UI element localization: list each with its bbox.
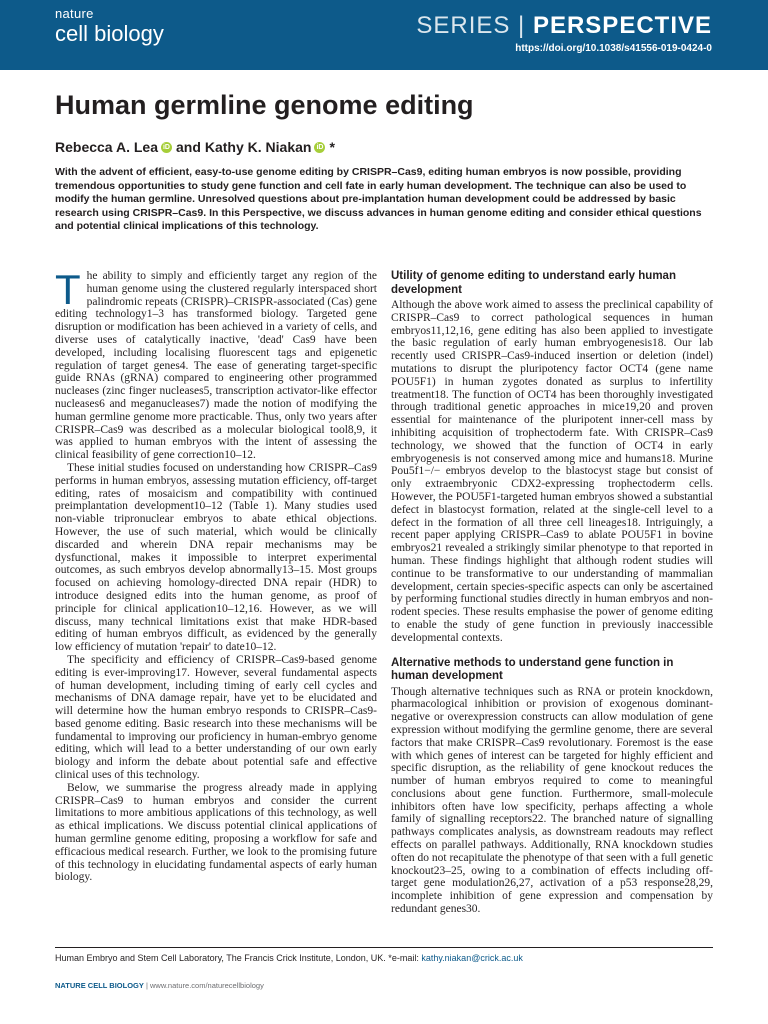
journal-masthead bbox=[0, 0, 768, 70]
section-heading: Alternative methods to understand gene function in human development bbox=[391, 656, 674, 683]
author-conjunction: and bbox=[175, 139, 201, 155]
orcid-icon[interactable]: iD bbox=[316, 143, 324, 151]
body-paragraph: Although the above work aimed to assess the preclinical capability of CRISPR–Cas9 to correct pathological sequences in human embryos11,12,16, gene editing has also been applied to investigate the basic regulation of early human embryogenesis18. Our lab recently used CRISPR–Cas9-induced insertion or deletion (indel) mutations to disrupt the pluripotency factor OCT4 (gene name POU5F1) in human zygotes donated as surplus to infertility treatment18. The function of OCT4 has been thoroughly investigated through traditional genetic approaches in mice19,20 and proven essential for maintenance of the pluripotent inner-cell mass by inhibiting acquisition of trophectoderm fate. With CRISPR–Cas9 technology, we showed that the function of OCT4 in early embryogenesis is not conserved among mice and humans18. Murine Pou5f1−/− embryos develop to the blastocyst stage but consist of only extraembryonic CDX2-expressing trophectoderm cells. However, the POU5F1-targeted human embryos showed a substantial defect in blastocyst formation, related at the single-cell level to a defect in the formation of all three cell lineages18. Intriguingly, a recent paper applying CRISPR–Cas9 to ablate POU5F1 in bovine embryos21 revealed a strikingly similar phenotype to that reported in human. These findings highlight that although rodent studies will continue to be transformative to our understanding of mammalian development, certain species-specific aspects can only be ascertained by performing functional studies directly in human embryos and non-rodent species. These results emphasise the power of genome editing to enable the study of gene function in previously inaccessible developmental contexts. bbox=[391, 299, 713, 644]
abstract: With the advent of efficient, easy-to-use genome editing by CRISPR–Cas9, editing human embryos is now possible, providing tremendous opportunities to study gene function and cell fate in early human development. The technique can also be used to modify the human germline. Unresolved questions about pre-implantation human development could be addressed by basic research using CRISPR–Cas9. In this Perspective, we discuss advances in human genome editing and consider ethical questions and potential clinical implications of this technology. bbox=[55, 166, 702, 233]
author-line bbox=[55, 138, 335, 156]
series-label bbox=[416, 12, 712, 40]
body-paragraph: Below, we summarise the progress already made in applying CRISPR–Cas9 to human embryos and consider the current limitations to more ambitious applications of this technology, as well as ethical implications. We discuss potential clinical applications of human germline genome editing, proposing a workflow for safe and efficacious medical research. Further, we look to the promising future of this technology in elucidating fundamental aspects of early human biology. bbox=[55, 781, 377, 884]
affiliation-note bbox=[55, 953, 523, 963]
body-paragraph: These initial studies focused on understanding how CRISPR–Cas9 performs in human embryos, assessing mutation efficiency, off-target editing, rates of mosaicism and compatibility with continued preimplantation development10–12 (Table 1). Many studies used non-viable tripronuclear embryos to abate ethical objections. However, the use of such material, which would be clinically discarded and wherein DNA repair mechanisms may be dysfunctional, makes it impossible to interpret experimental outcomes, as such embryos develop abnormally13–15. Most groups focused on achieving homology-directed DNA repair (HDR) to introduce designed edits into the human genome, as proof of principle for clinical application10–12,16. However, as we will discuss, many technical limitations exist that make HDR-based editing of human embryos difficult, as evidenced by the generally low efficiency of mutation 'repair' to date10–12. bbox=[55, 461, 377, 654]
body-paragraph: The ability to simply and efficiently target any region of the human genome using the clustered regularly interspaced short palindromic repeats (CRISPR)–CRISPR-associated (Cas) gene editing technology1–3 has transformed biology. Targeted gene disruption or modification has been achieved in a variety of cells, and diverse uses of catalytically inactive, 'dead' Cas9 have been developed, including localising fluorescent tags and epigenetic regulation of target genes4. The ease of generating target-specific guide RNAs (gRNA) compared to engineering other programmed nucleases (zinc finger nucleases5, transcription activator-like effector nucleases6 and meganucleases7) made the notion of modifying the human germline genome more practicable. Thus, only two years after CRISPR–Cas9 was described as a molecular biological tool8,9, it was applied to human embryos with the intent of assessing the clinical feasibility of gene correction10–12. bbox=[55, 266, 377, 462]
footer-journal-line bbox=[55, 981, 264, 990]
doi-link[interactable]: https://doi.org/10.1038/s41556-019-0424-0 bbox=[515, 43, 712, 54]
series-separator: | bbox=[518, 12, 526, 39]
series-light: SERIES bbox=[416, 12, 511, 39]
body-paragraph: Though alternative techniques such as RNA or protein knockdown, pharmacological inhibition or provision of exogenous dominant-negative or overexpression constructs can allow modulation of gene expression without modifying the germline genome, there are several factors that make CRISPR–Cas9 revolutionary. Foremost is the ease with which genes of interest can be targeted for highly efficient and specific disruption, as the reliability of gene knockout reduces the number of human embryos required to come to meaningful conclusions about gene function. Furthermore, small-molecule inhibitors often have low specificity, perhaps affecting a whole family of signalling receptors22. The branched nature of signalling pathways complicates analysis, as downstream readouts may reflect effects on parallel pathways. Additionally, RNA knockdown studies often do not recapitulate the phenotype of that seen with a full genetic knockout23–25, owing to a combination of effects including off-target gene modulation26,27, activation of a p53 response28,29, incomplete inhibition of gene expression and compensation by redundant genes30. bbox=[391, 685, 713, 916]
footer-pipe: | bbox=[143, 981, 151, 990]
body-paragraph: The specificity and efficiency of CRISPR–Cas9-based genome editing is ever-improving17. However, several fundamental aspects of human development, including timing of early cell cycles and mechanisms of DNA damage repair, have yet to be elucidated and will determine how the human embryo responds to CRISPR–Cas9-based genome editing. Basic research into these mechanisms will be fundamental to improving our proficiency in human-embryo genome editing, which will lead to a better understanding of our own early biology and inform the debate about potential safe and effective clinical uses of this technology. bbox=[55, 653, 377, 782]
journal-nature-label: nature bbox=[55, 6, 94, 21]
email-link[interactable]: kathy.niakan@crick.ac.uk bbox=[421, 953, 523, 963]
section-heading: Utility of genome editing to understand early human development bbox=[391, 270, 676, 296]
journal-name: cell biology bbox=[55, 21, 164, 46]
author-name[interactable]: Kathy K. Niakan bbox=[204, 139, 312, 155]
series-perspective: PERSPECTIVE bbox=[532, 12, 712, 39]
orcid-icon[interactable]: iD bbox=[162, 143, 170, 151]
article-title: Human germline genome editing bbox=[55, 90, 474, 120]
left-column bbox=[55, 266, 377, 884]
author-name[interactable]: Rebecca A. Lea bbox=[55, 139, 158, 155]
footer-website-link[interactable]: www.nature.com/naturecellbiology bbox=[150, 981, 264, 990]
corresponding-author-star: * bbox=[329, 139, 335, 155]
footer-divider bbox=[55, 947, 713, 948]
right-column bbox=[391, 270, 713, 916]
affiliation-text: Human Embryo and Stem Cell Laboratory, The Francis Crick Institute, London, UK. *e-mail: bbox=[55, 953, 422, 963]
drop-cap: T bbox=[55, 266, 81, 313]
footer-journal-name: NATURE CELL BIOLOGY bbox=[55, 981, 144, 990]
